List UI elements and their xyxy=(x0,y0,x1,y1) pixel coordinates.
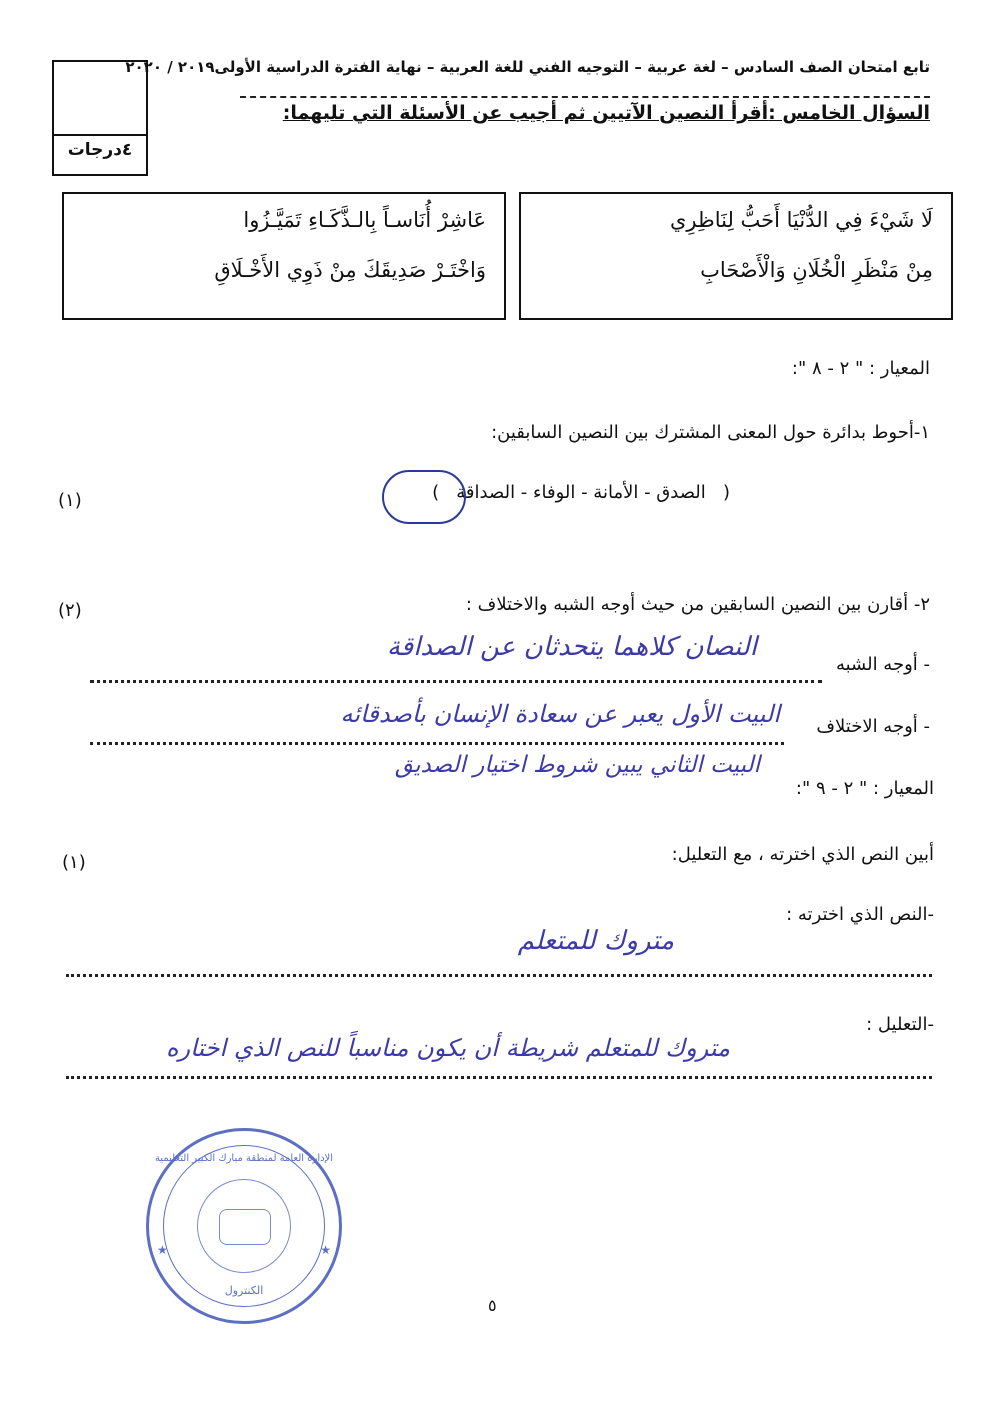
grade-box xyxy=(52,60,148,176)
q1-open-paren: ( xyxy=(722,482,730,503)
page-number: ٥ xyxy=(488,1296,497,1315)
reason-label: -التعليل : xyxy=(866,1014,934,1035)
q1-close-paren: ) xyxy=(432,482,440,503)
grade-box-divider xyxy=(54,134,146,136)
criterion-1: المعيار : " ٢ - ٨ ": xyxy=(791,358,930,379)
poem-box-2 xyxy=(62,192,506,320)
question-title xyxy=(283,102,930,124)
poem-1-line-1: لَا شَيْءَ فِي الدُّنْيَا أَحَبُّ لِنَاظِرِي xyxy=(669,208,933,232)
q3-mark: (١) xyxy=(62,852,86,873)
difference-label: - أوجه الاختلاف xyxy=(816,716,930,737)
header-divider xyxy=(240,96,930,98)
exam-header: تابع امتحان الصف السادس – لغة عربية – التوجيه الفني للغة العربية – نهاية الفترة الدراسية الأولى٢٠١٩ / ٢٠٢٠ xyxy=(125,58,930,76)
poem-2-line-1: عَاشِرْ أُنَاسـاً بِالـذَّكَـاءِ تَمَيَّـزُوا xyxy=(243,208,486,232)
grade-box-label: ٤درجات xyxy=(67,140,133,160)
reason-line xyxy=(66,1076,932,1079)
q1-prompt: ١-أحوط بدائرة حول المعنى المشترك بين النصين السابقين: xyxy=(491,422,930,443)
difference-answer-1: البيت الأول يعبر عن سعادة الإنسان بأصدقائه xyxy=(340,700,780,728)
poem-2-line-2: وَاخْتَـرْ صَدِيقَكَ مِنْ ذَوِي الأَخْـلَاقِ xyxy=(214,258,486,282)
chosen-text-line xyxy=(66,974,932,977)
official-stamp xyxy=(146,1128,342,1324)
emblem-icon xyxy=(219,1209,271,1245)
question-prefix: السؤال الخامس : xyxy=(768,102,930,124)
q1-mark: (١) xyxy=(58,490,82,511)
reason-answer: متروك للمتعلم شريطة أن يكون مناسباً للنص الذي اختاره xyxy=(165,1034,730,1062)
difference-answer-2: البيت الثاني يبين شروط اختيار الصديق xyxy=(394,752,760,778)
answer-circle xyxy=(382,470,466,524)
q2-prompt: ٢- أقارن بين النصين السابقين من حيث أوجه الشبه والاختلاف : xyxy=(465,594,930,615)
difference-line xyxy=(90,742,784,745)
criterion-2: المعيار : " ٢ - ٩ ": xyxy=(795,778,934,799)
stamp-outer-text: الإدارة العامة لمنطقة مبارك الكبير التعليمية xyxy=(154,1153,334,1164)
stamp-inner-text: الكنترول xyxy=(224,1284,264,1297)
poem-box-1 xyxy=(519,192,953,320)
star-icon: ★ xyxy=(157,1243,168,1257)
similarity-label: - أوجه الشبه xyxy=(835,654,930,675)
similarity-answer: النصان كلاهما يتحدثان عن الصداقة xyxy=(386,632,757,662)
q1-choices: الصدق - الأمانة - الوفاء - الصداقة xyxy=(456,482,706,503)
star-icon: ★ xyxy=(320,1243,331,1257)
similarity-line xyxy=(90,680,822,683)
q3-prompt: أبين النص الذي اخترته ، مع التعليل: xyxy=(671,844,934,865)
chosen-text-label: -النص الذي اخترته : xyxy=(786,904,934,925)
q2-mark: (٢) xyxy=(58,600,82,621)
question-instruction: أقرأ النصين الآتيين ثم أجيب عن الأسئلة التي تليهما: xyxy=(282,102,769,124)
chosen-text-answer: متروك للمتعلم xyxy=(517,926,674,956)
poem-1-line-2: مِنْ مَنْظَرِ الْخُلَانِ وَالْأَصْحَابِ xyxy=(700,258,933,282)
